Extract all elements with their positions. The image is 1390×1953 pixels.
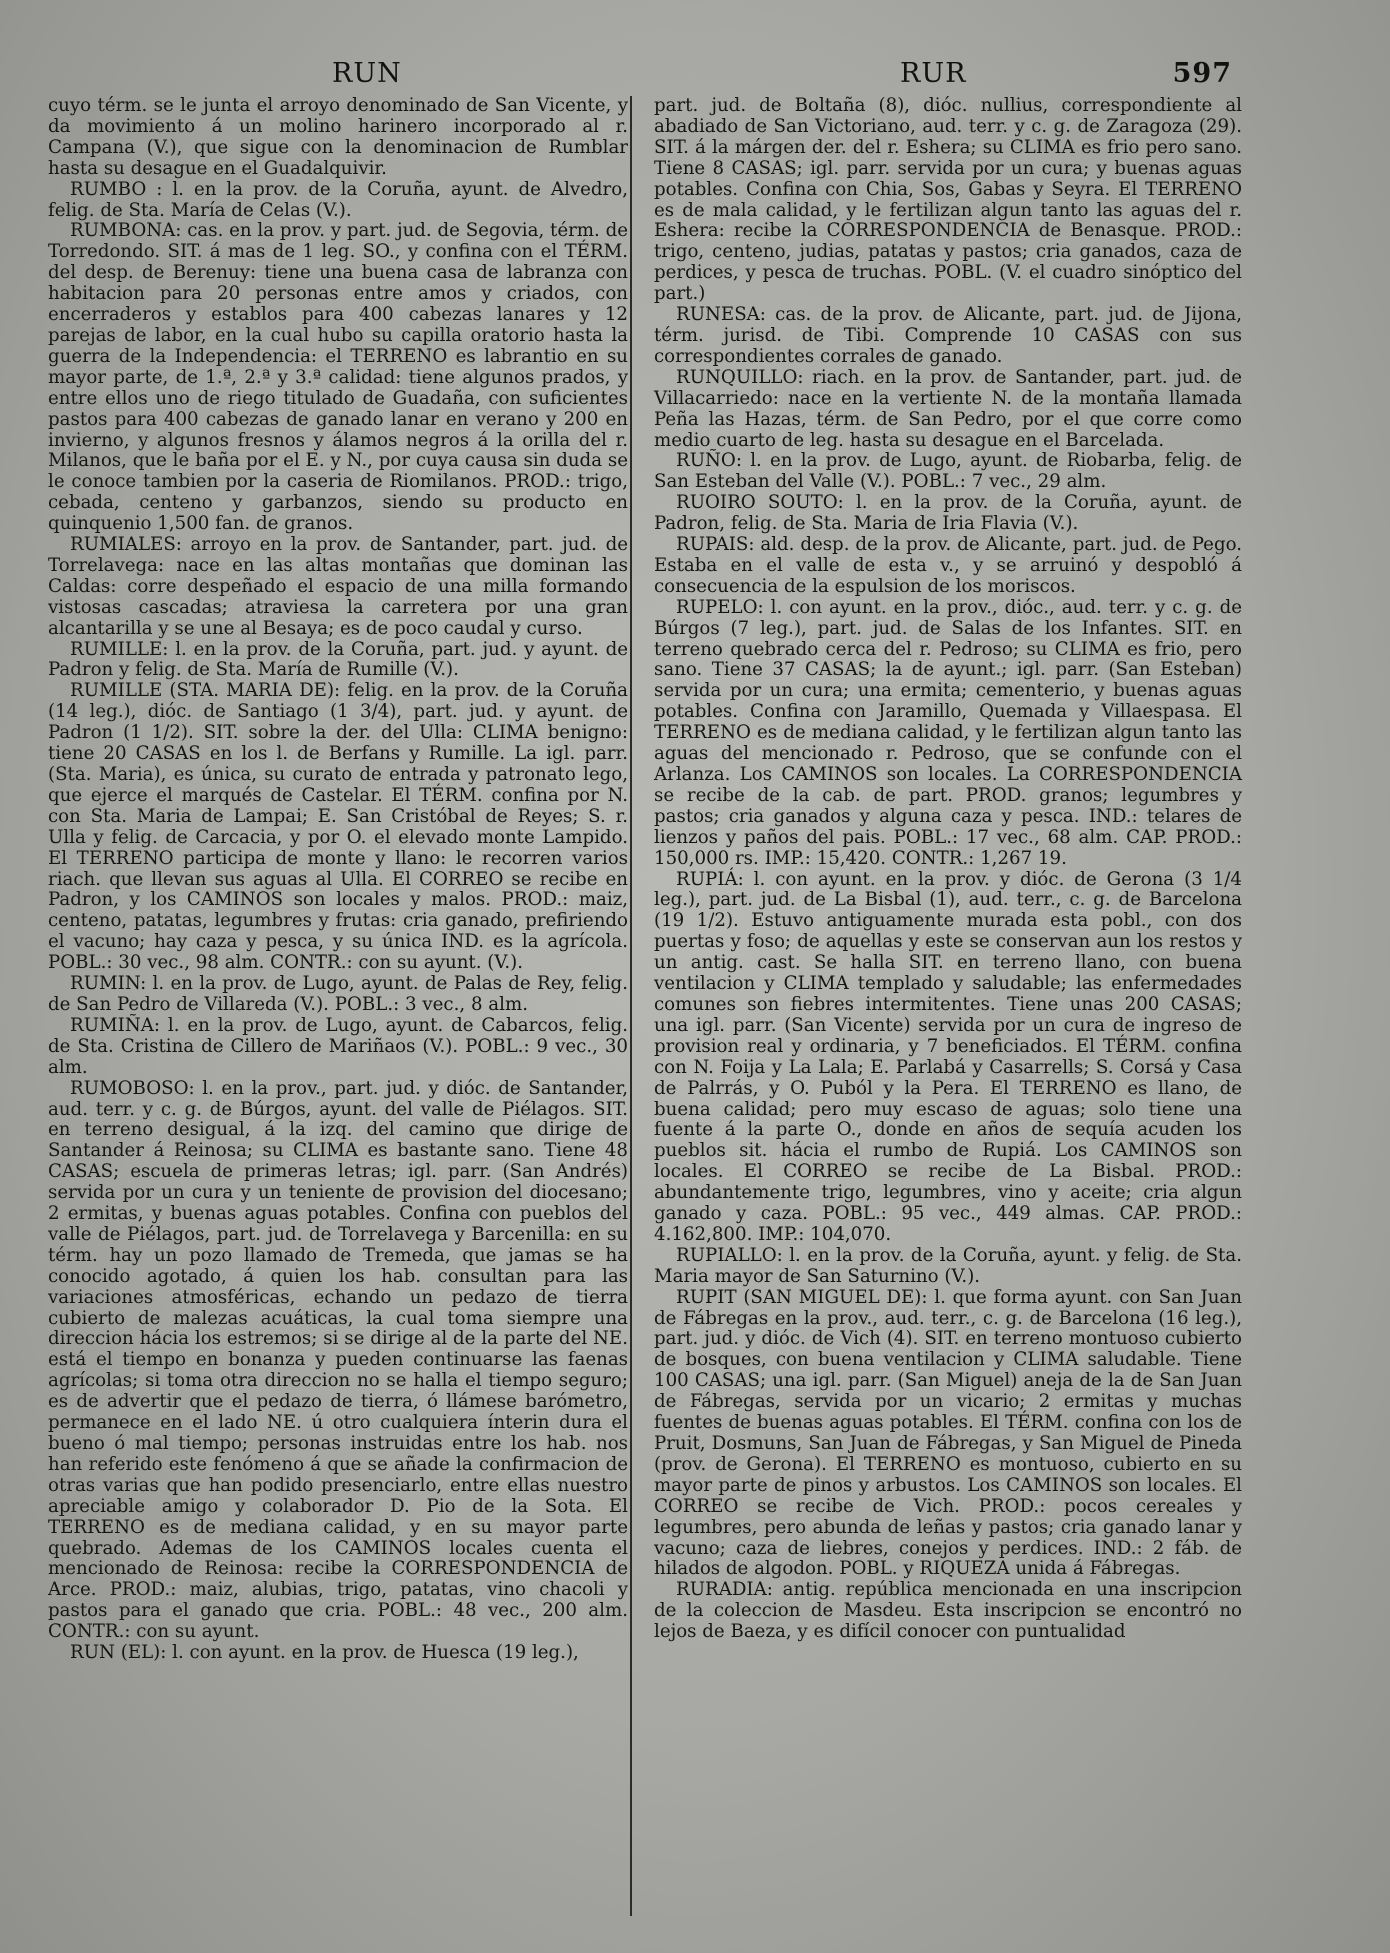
entry-run: RUN (EL): l. con ayunt. en la prov. de Huesca (19 leg.), xyxy=(70,1642,579,1664)
entry-rupit: RUPIT (SAN MIGUEL DE): l. que forma ayunt. con San Juan de Fábregas en la prov., aud. terr., c. g. de Barcelona (16 leg.), part. jud. y dióc. de Vich (4). SIT. en terreno montuoso cubierto de bosques, con buena ventilacion y CLIMA saludable. Tiene 100 CASAS; una igl. parr. (San Miguel) aneja de la de San Juan de Fábregas, servida por un vicario; 2 ermitas y muchas fuentes de buenas aguas potables. El TÉRM. confina con los de Pruit, Dosmuns, San Juan de Fábregas, y San Miguel de Pineda (prov. de Gerona). El TERRENO es montuoso, cubierto en su mayor parte de pinos y arbustos. Los CAMINOS son locales. El CORREO se recibe de Vich. PROD.: pocos cereales y legumbres, pero abunda de leñas y pastos; cria ganado lanar y vacuno; caza de liebres, conejos y perdices. IND.: 2 fáb. de hilados de algodon. POBL. y RIQUEZA unida á Fábregas. xyxy=(654,1286,1242,1580)
right-column xyxy=(654,96,1242,1643)
entry-runo: RUÑO: l. en la prov. de Lugo, ayunt. de Riobarba, felig. de San Esteban del Valle (V.). POBL.: 7 vec., 29 alm. xyxy=(654,450,1242,493)
left-column xyxy=(48,96,628,1664)
entry-continuation: cuyo térm. se le junta el arroyo denominado de San Vicente, y da movimiento á un molino harinero incorporado al r. Campana (V.), que sigue con la denominacion de Rumblar hasta su desague en el Guadalquivir. xyxy=(48,95,628,179)
entry-ruoiro-souto: RUOIRO SOUTO: l. en la prov. de la Coruña, ayunt. de Padron, felig. de Sta. Maria de Iria Flavia (V.). xyxy=(654,492,1242,535)
entry-runesa: RUNESA: cas. de la prov. de Alicante, part. jud. de Jijona, térm. jurisd. de Tibi. Comprende 10 CASAS con sus correspondientes corrales de ganado. xyxy=(654,304,1242,367)
page-number: 597 xyxy=(1172,58,1232,89)
entry-rumoboso: RUMOBOSO: l. en la prov., part. jud. y dióc. de Santander, aud. terr. y c. g. de Búrgos, ayunt. del valle de Piélagos. SIT. en terreno desigual, á la izq. del camino que dirige de Santander á Reinosa; su CLIMA es bastante sano. Tiene 48 CASAS; escuela de primeras letras; igl. parr. (San Andrés) servida por un cura y un teniente de provision del diocesano; 2 ermitas, y buenas aguas potables. Confina con pueblos del valle de Piélagos, part. jud. de Torrelavega y Barcenilla: en su térm. hay un pozo llamado de Tremeda, que jamas se ha conocido agotado, á quien los hab. consultan para las variaciones atmosféricas, echando un pedazo de tierra cubierto de malezas acuáticas, la cual toma siempre una direccion hácia los estremos; si se dirige al de la parte del NE. está el tiempo en bonanza y pueden continuarse las faenas agrícolas; si toma otra direccion no se halla el tiempo seguro; es de advertir que el pedazo de tierra, ó llámese barómetro, permanece en el lado NE. ú otro cualquiera ínterin dura el bueno ó mal tiempo; personas instruidas entre los hab. nos han referido este fenómeno á que se añade la confirmacion de otras varias que han podido presenciarlo, entre ellas nuestro apreciable amigo y colaborador D. Pio de la Sota. El TERRENO es de mediana calidad, y en su mayor parte quebrado. Ademas de los CAMINOS locales cuenta el mencionado de Reinosa: recibe la CORRESPONDENCIA de Arce. PROD.: maiz, alubias, trigo, patatas, vino chacoli y pastos para el ganado que cria. POBL.: 48 vec., 200 alm. CONTR.: con su ayunt. xyxy=(48,1077,628,1643)
entry-continuation-run: part. jud. de Boltaña (8), dióc. nullius, correspondiente al abadiado de San Victoriano, aud. terr. y c. g. de Zaragoza (29). SIT. á la márgen der. del r. Eshera; su CLIMA es frio pero sano. Tiene 8 CASAS; igl. parr. servida por un cura; y buenas aguas potables. Confina con Chia, Sos, Gabas y Seyra. El TERRENO es de mala calidad, y le fertilizan algun tanto las aguas del r. Eshera: recibe la CORRESPONDENCIA de Benasque. PROD.: trigo, centeno, judias, patatas y pastos; cria ganados, caza de perdices, y pesca de truchas. POBL. (V. el cuadro sinóptico del part.) xyxy=(654,95,1242,305)
entry-rumina: RUMIÑA: l. en la prov. de Lugo, ayunt. de Cabarcos, felig. de Sta. Cristina de Cillero de Mariñaos (V.). POBL.: 9 vec., 30 alm. xyxy=(48,1014,628,1078)
entry-ruradia: RURADIA: antig. república mencionada en una inscripcion de la coleccion de Masdeu. Esta inscripcion se encontró no lejos de Baeza, y es difícil conocer con puntualidad xyxy=(654,1579,1242,1643)
entry-rumille: RUMILLE: l. en la prov. de la Coruña, part. jud. y ayunt. de Padron y felig. de Sta. María de Rumille (V.). xyxy=(48,638,628,681)
running-head-center: RUR xyxy=(900,58,967,89)
entry-rupia: RUPIÁ: l. con ayunt. en la prov. y dióc. de Gerona (3 1/4 leg.), part. jud. de La Bisbal (1), aud. terr., c. g. de Barcelona (19 1/2). Estuvo antiguamente murada esta pobl., con dos puertas y foso; de aquellas y este se conservan aun los restos y un antig. cast. Se halla SIT. en terreno llano, con buena ventilacion y CLIMA templado y saludable; las enfermedades comunes son fiebres intermitentes. Tiene unas 200 CASAS; una igl. parr. (San Vicente) servida por un cura de ingreso de provision real y ordinaria, y 7 beneficiados. El TÉRM. confina con N. Foija y La Lala; E. Parlabá y Casarrells; S. Corsá y Casa de Palrrás, y O. Puból y la Pera. El TERRENO es llano, de buena calidad; pero muy escaso de aguas; solo tiene una fuente á la parte O., donde en años de sequía acuden los pueblos sit. hácia el rumbo de Rupiá. Los CAMINOS son locales. El CORREO se recibe de La Bisbal. PROD.: abundantemente trigo, legumbres, vino y aceite; cria algun ganado y caza. POBL.: 95 vec., 449 almas. CAP. PROD.: 4.162,800. IMP.: 104,070. xyxy=(654,868,1242,1245)
entry-runquillo: RUNQUILLO: riach. en la prov. de Santander, part. jud. de Villacarriedo: nace en la vertiente N. de la montaña llamada Peña las Hazas, térm. de San Pedro, por el que corre como medio cuarto de leg. hasta su desague en el Barcelada. xyxy=(654,366,1242,451)
entry-rupais: RUPAIS: ald. desp. de la prov. de Alicante, part. jud. de Pego. Estaba en el valle de esta v., y se arruinó y despobló á consecuencia de la espulsion de los moriscos. xyxy=(654,534,1242,597)
entry-rumille-sta-maria: RUMILLE (STA. MARIA DE): felig. en la prov. de la Coruña (14 leg.), dióc. de Santiago (1 3/4), part. jud. y ayunt. de Padron (1 1/2). SIT. sobre la der. del Ulla: CLIMA benigno: tiene 20 CASAS en los l. de Berfans y Rumille. La igl. parr. (Sta. Maria), es única, su curato de entrada y patronato lego, que ejerce el marqués de Castelar. El TÉRM. confina por N. con Sta. Maria de Lampai; E. San Cristóbal de Reyes; S. r. Ulla y felig. de Carcacia, y por O. el elevado monte Lampido. El TERRENO participa de monte y llano: le recorren varios riach. que llevan sus aguas al Ulla. El CORREO se recibe en Padron, y los CAMINOS son locales y malos. PROD.: maiz, centeno, patatas, legumbres y frutas: cria ganado, prefiriendo el vacuno; hay caza y pesca, y su única IND. es la agrícola. POBL.: 30 vec., 98 alm. CONTR.: con su ayunt. (V.). xyxy=(48,680,628,974)
entry-rumbona: RUMBONA: cas. en la prov. y part. jud. de Segovia, térm. de Torredondo. SIT. á mas de 1 leg. SO., y confina con el TÉRM. del desp. de Berenuy: tiene una buena casa de labranza con habitacion para 20 personas entre amos y criados, con encerraderos y establos para 400 cabezas lanares y 12 parejas de labor, en la cual hubo su capilla oratorio hasta la guerra de la Independencia: el TERRENO es labrantio en su mayor parte, de 1.ª, 2.ª y 3.ª calidad: tiene algunos prados, y entre ellos uno de riego titulado de Guadaña, con suficientes pastos para 400 cabezas de ganado lanar en verano y 200 en invierno, y algunos fresnos y álamos negros á la orilla del r. Milanos, que le baña por el E. y N., por cuya causa sin duda se le conoce tambien por la caseria de Riomilanos. PROD.: trigo, cebada, centeno y garbanzos, siendo su producto en quinquenio 1,500 fan. de granos. xyxy=(48,220,628,535)
entry-rumiales: RUMIALES: arroyo en la prov. de Santander, part. jud. de Torrelavega: nace en las altas montañas que dominan las Caldas: corre despeñado el espacio de una milla formando vistosas cascadas; atraviesa la carretera por una gran alcantarilla y se une al Besaya; es de poco caudal y curso. xyxy=(48,534,628,639)
entry-rumbo: RUMBO : l. en la prov. de la Coruña, ayunt. de Alvedro, felig. de Sta. María de Celas (V.). xyxy=(48,178,628,221)
entry-rupelo: RUPELO: l. con ayunt. en la prov., dióc., aud. terr. y c. g. de Búrgos (7 leg.), part. jud. de Salas de los Infantes. SIT. en terreno quebrado cerca del r. Pedroso; su CLIMA es frio, pero sano. Tiene 37 CASAS; la de ayunt.; igl. parr. (San Esteban) servida por un cura; una ermita; cementerio, y buenas aguas potables. Confina con Jaramillo, Quemada y Villaespasa. El TERRENO es de mediana calidad, y le fertilizan algun tanto las aguas del mencionado r. Pedroso, que se confunde con el Arlanza. Los CAMINOS son locales. La CORRESPONDENCIA se recibe de la cab. de part. PROD. granos; legumbres y pastos; cria ganados y alguna caza y pesca. IND.: telares de lienzos y paños del pais. POBL.: 17 vec., 68 alm. CAP. PROD.: 150,000 rs. IMP.: 15,420. CONTR.: 1,267 19. xyxy=(654,596,1242,869)
column-divider xyxy=(630,96,632,1916)
entry-rupiallo: RUPIALLO: l. en la prov. de la Coruña, ayunt. y felig. de Sta. Maria mayor de San Saturnino (V.). xyxy=(654,1244,1242,1287)
running-head-left: RUN xyxy=(332,58,402,89)
entry-rumin: RUMIN: l. en la prov. de Lugo, ayunt. de Palas de Rey, felig. de San Pedro de Villareda (V.). POBL.: 3 vec., 8 alm. xyxy=(48,973,628,1015)
